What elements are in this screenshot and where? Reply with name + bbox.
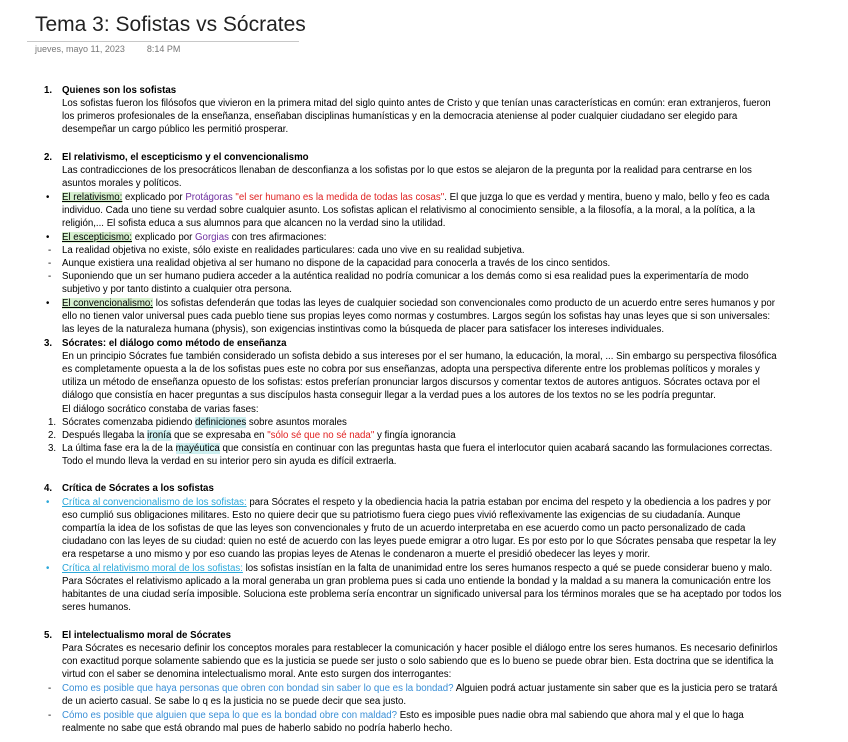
dash-marker: - [48, 245, 52, 256]
section-number: 3. [44, 338, 53, 349]
section-5-heading: 5. El intelectualismo moral de Sócrates [44, 630, 232, 641]
question-item: - Cómo es posible que alguien que sepa lo que es la bondad obre con maldad? Esto es imposible pues nadie obra mal sabiendo que ahora mal y el que lo haga realmente no sabe que está obrando mal pues de haberlo sabido no podría haberlo hecho. [48, 710, 744, 735]
section-1-body: Los sofistas fueron los filósofos que vivieron en la primera mitad del siglo quinto antes de Cristo y que tenían unas características en común: eran extranjeros, fueron los primeros profesionales de la enseñanza, enseñaban disciplinas humanísticas y en la democracia ateniense al poder cualquier ciudadano ser elegido para desempeñar un cargo público les permitió prosperar. [62, 98, 771, 136]
bullet-marker: • [46, 497, 50, 508]
bullet-marker: • [46, 192, 50, 203]
section-4-heading: 4. Crítica de Sócrates a los sofistas [44, 483, 214, 494]
section-3-body: En un principio Sócrates fue también considerado un sofista debido a sus intereses por el ser humano, la educación, la moral, ... Sin embargo su perspectiva filosófica es completamente opuesta a la de los sofistas pues este no cobra por sus enseñanzas, adopta una perspectiva diferente entre los problemas políticos y morales y utiliza un método de enseñanza opuesto de los sofistas: estos preferían pronunciar largos discursos y comentar textos de autores antiguos. Sócrates octava por el diálogo que consistía en hacer preguntas a sus discípulos hasta conseguir llegar a la verdad pues a los autores de los textos no se les podría preguntar. [62, 351, 777, 402]
label-critica-relativismo: Crítica al relativismo moral de los sofistas: [62, 563, 243, 574]
bullet-escepticismo: • El escepticismo: explicado por Gorgias con tres afirmaciones: [46, 232, 327, 243]
dash-marker: - [48, 271, 52, 282]
bullet-marker: • [46, 298, 50, 309]
page-time: 8:14 PM [146, 44, 181, 54]
section-1-heading: 1. Quienes son los sofistas [44, 85, 177, 96]
quote-protagoras: "el ser humano es la medida de todas las cosas" [232, 192, 445, 203]
highlight-escepticismo: El escepticismo: [62, 232, 132, 243]
section-3-body-2: El diálogo socrático constaba de varias fases: [62, 404, 259, 415]
section-3-heading: 3. Sócrates: el diálogo como método de enseñanza [44, 338, 287, 349]
bullet-marker: • [46, 232, 50, 243]
quote-socrates: "sólo sé que no sé nada" [267, 430, 375, 441]
page-date: jueves, mayo 11, 2023 [35, 44, 125, 54]
dash-item: - Suponiendo que un ser humano pudiera acceder a la auténtica realidad no podría comunicar a los demás como si esa realidad pues la experimentaría de modo subjetivo y por tanto distinto a cualquier otra persona. [48, 271, 749, 296]
section-number: 4. [44, 483, 53, 494]
section-2-heading: 2. El relativismo, el escepticismo y el convencionalismo [44, 152, 309, 163]
highlight-ironia: ironía [147, 430, 172, 441]
page-title[interactable]: Tema 3: Sofistas vs Sócrates [35, 13, 306, 36]
highlight-definiciones: definiciones [195, 417, 247, 428]
phase-item: 3. La última fase era la de la mayéutica que consistía en continuar con las preguntas hasta que fuera el interlocutor quien acabará sacando las formulaciones correctas. Todo el mundo lleva la verdad en su interior pero sin ayuda es difícil extraerla. [48, 443, 773, 468]
label-critica-convencionalismo: Crítica al convencionalismo de los sofistas: [62, 497, 247, 508]
bullet-convencionalismo: • El convencionalismo: los sofistas defenderán que todas las leyes de cualquier sociedad son convencionales como producto de un acuerdo entre seres humanos y por ello no tienen valor universal pues cada pueblo tiene sus propias leyes como normas y costumbres. Largos según los sofistas hay unas leyes que si son universales: las leyes de la naturaleza humana (physis), son exigencias instintivas como la búsqueda de placer para satisfacer los intereses individuales. [46, 298, 776, 336]
bullet-critica-convencionalismo: • Crítica al convencionalismo de los sofistas: para Sócrates el respeto y la obediencia hacia la patria estaban por encima del respeto y la obediencia a los padres y por eso cumplió sus obligaciones militares. Esto no quiere decir que su patriotismo fuera ciego pues vivió reflexivamente las exigencias de su ciudadanía. Aunque compartía la idea de los sofistas de que las leyes son convencionales y fruto de un acuerdo interpretaba en ese acuerdo como un pacto personalizado de cada ciudadano con las leyes de su ciudad: quien no esté de acuerdo con las leyes puede emigrar a otro lugar. Es por esto por lo que Sócrates pensaba que respetar la ley era respetarse a uno mismo y por eso cuando las propias leyes de Atenas le condenaron a muerte el presidió obedecer las leyes y morir. [46, 497, 777, 561]
section-2-body: Las contradicciones de los presocráticos llenaban de desconfianza a los sofistas por lo que estos se alejaron de la pregunta por la realidad para centrarse en los asuntos morales y políticos. [62, 165, 752, 190]
bullet-critica-relativismo: • Crítica al relativismo moral de los sofistas: los sofistas insistían en la falta de unanimidad entre los seres humanos respecto a qué se puede considerar bueno y malo. Para Sócrates el relativismo aplicado a la moral generaba un gran problema pues si cada uno entiende la bondad y la maldad a su manera la comunicación entre los habitantes de una ciudad sería imposible. Soluciona este problema sería encontrar un significado universal para los términos morales que se ha aceptado por todos los seres humanos. [46, 563, 782, 614]
section-5-body: Para Sócrates es necesario definir los conceptos morales para restablecer la comunicación y hacer posible el diálogo entre los seres humanos. Es necesario definirlos con exactitud porque solamente sabiendo que es la justicia se puede ser justo o solo sabiendo que es lo bueno se puede obrar bien. Esta doctrina que se identifica la virtud con el saber se denomina intelectualismo moral. Ante esto surgen dos interrogantes: [62, 643, 778, 681]
dash-marker: - [48, 710, 52, 721]
section-number: 1. [44, 85, 53, 96]
name-protagoras: Protágoras [185, 192, 233, 203]
title-divider [27, 41, 299, 42]
phase-number: 1. [48, 417, 57, 428]
bullet-relativismo: • El relativismo: explicado por Protágoras "el ser humano es la medida de todas las cosas". El que juzga lo que es verdad y mentira, bueno y malo, bello y feo es cada individuo. Cada uno tiene su verdad sobre cualquier asunto. Los sofistas aplican el relativismo al conocimiento sensible, a la filosofía, a la moral, a la política, a la religión,... El sofista educa a sus alumnos para que alcancen no la verdad sino la utilidad. [46, 192, 770, 230]
question-item: - Como es posible que haya personas que obren con bondad sin saber lo que es la bondad? Alguien podrá actuar justamente sin saber que es la justicia pero se tratará de un acierto casual. Se sabe lo q es la justicia no se puede decir que sea justo. [48, 683, 778, 708]
section-number: 5. [44, 630, 53, 641]
bullet-marker: • [46, 563, 50, 574]
phase-number: 3. [48, 443, 57, 454]
question-text: Cómo es posible que alguien que sepa lo que es la bondad obre con maldad? [62, 710, 397, 721]
phase-item: 1. Sócrates comenzaba pidiendo definiciones sobre asuntos morales [48, 417, 347, 428]
highlight-relativismo: El relativismo: [62, 192, 123, 203]
dash-item: - Aunque existiera una realidad objetiva al ser humano no dispone de la capacidad para conocerla a través de los cinco sentidos. [48, 258, 611, 269]
highlight-convencionalismo: El convencionalismo: [62, 298, 154, 309]
highlight-mayeutica: mayéutica [175, 443, 220, 454]
dash-marker: - [48, 258, 52, 269]
question-text: Como es posible que haya personas que obren con bondad sin saber lo que es la bondad? [62, 683, 454, 694]
phase-number: 2. [48, 430, 57, 441]
section-number: 2. [44, 152, 53, 163]
dash-marker: - [48, 683, 52, 694]
dash-item: - La realidad objetiva no existe, sólo existe en realidades particulares: cada uno vive en su realidad subjetiva. [48, 245, 525, 256]
name-gorgias: Gorgias [195, 232, 229, 243]
page-timestamp [35, 44, 180, 54]
phase-item: 2. Después llegaba la ironía que se expresaba en "sólo sé que no sé nada" y fingía ignorancia [48, 430, 456, 441]
